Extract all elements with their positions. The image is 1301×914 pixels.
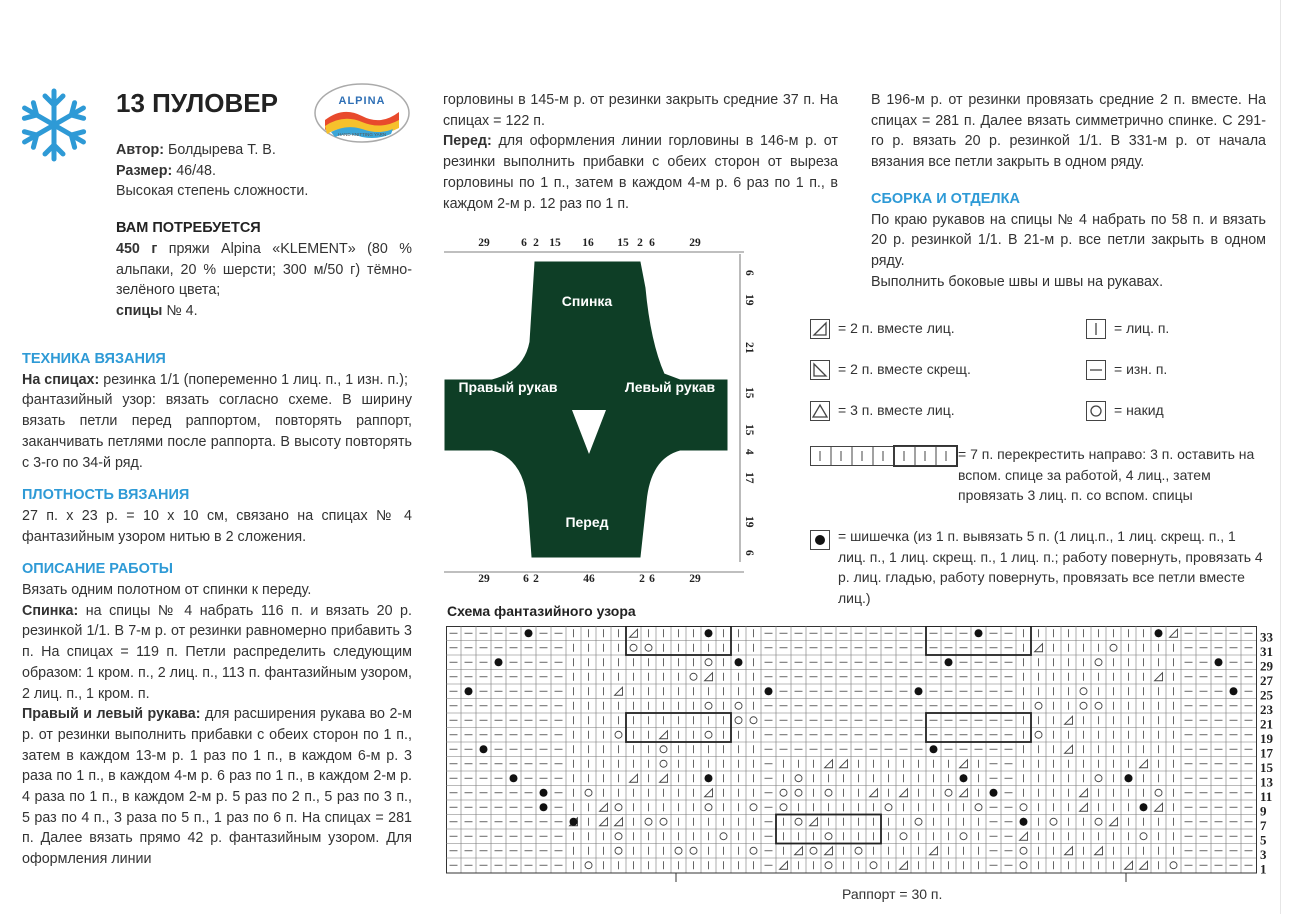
col2-cont: горловины в 145-м р. от резинки закрыть средние 37 п. На спицах = 122 п. (443, 92, 838, 129)
legend-purl: = изн. п. (1114, 361, 1168, 377)
chart-row-number: 33 (1260, 629, 1273, 645)
brand-logo (313, 82, 411, 144)
bobble-mark (945, 658, 953, 666)
assembly-heading: СБОРКА И ОТДЕЛКА (871, 190, 1020, 207)
chart-row-number: 5 (1260, 832, 1267, 848)
top-dim: 15 (617, 237, 629, 249)
bobble-symbol-icon (810, 530, 830, 550)
k2tog-tbl-symbol-icon (810, 360, 830, 380)
side-dim: 17 (743, 472, 755, 484)
top-dim: 29 (689, 237, 701, 249)
materials-heading: ВАМ ПОТРЕБУЕТСЯ (116, 220, 261, 237)
chart-row-number: 21 (1260, 716, 1273, 732)
purl-symbol-icon (1086, 360, 1106, 380)
size-label: Размер: (116, 162, 173, 179)
chart-title: Схема фантазийного узора (447, 603, 636, 619)
top-dim: 29 (478, 237, 490, 249)
side-dim: 6 (743, 270, 755, 276)
column-2 (443, 90, 838, 214)
bobble-mark (1230, 687, 1238, 695)
right-sleeve-label: Правый рукав (458, 379, 558, 395)
back-label: Спинка (561, 293, 613, 309)
bottom-dim: 6 (523, 573, 529, 585)
top-dim: 16 (582, 237, 594, 249)
chart-row-number: 17 (1260, 745, 1273, 761)
bobble-mark (570, 818, 578, 826)
side-dim: 6 (743, 550, 755, 556)
description-heading: ОПИСАНИЕ РАБОТЫ (22, 561, 173, 578)
chart-border (447, 627, 1257, 874)
bobble-mark (465, 687, 473, 695)
chart-row-number: 7 (1260, 818, 1267, 833)
bobble-mark (705, 774, 713, 782)
bobble-mark (975, 629, 983, 637)
technique-pattern: фантазийный узор: вязать согласно схеме. В ширину вязать петли перед раппортом, повторять раппорт, заканчивать петлями после раппорта. В высоту повторять с 3-го по 34-й ряд. (22, 392, 412, 471)
info-block (116, 140, 412, 322)
assembly-text-2: Выполнить боковые швы и швы на рукавах. (871, 273, 1164, 290)
top-dim: 6 (521, 237, 527, 249)
needles: № 4. (166, 302, 198, 319)
chart-row-number: 15 (1260, 760, 1273, 775)
bobble-mark (1215, 658, 1223, 666)
side-dim: 4 (743, 449, 755, 455)
bobble-mark (510, 774, 518, 782)
top-dim: 6 (649, 237, 655, 249)
back-text: на спицы № 4 набрать 116 п. и вязать 20 р. резинкой 1/1. В 7-м р. от резинки равномерно прибавить 3 п. На спицах = 119 п. Петли распределить следующим образом: 1 кром. п., 2 лиц. п., 113 п. фантазийным узором, 2 лиц. п., 1 кром. п. (22, 602, 412, 702)
yarn-amount: 450 г (116, 240, 158, 257)
yarn-text: пряжи Alpina «KLEMENT» (80 % альпаки, 20 % шерсти; 300 м/50 г) тёмно-зелёного цвета; (116, 240, 412, 299)
legend-k2tog-tbl: = 2 п. вместе скрещ. (838, 361, 971, 377)
bobble-mark (915, 687, 923, 695)
knitting-chart (446, 626, 1276, 882)
difficulty: Высокая степень сложности. (116, 183, 309, 200)
bobble-mark (990, 789, 998, 797)
side-dim: 19 (743, 516, 755, 528)
legend-cable: = 7 п. перекрестить направо: 3 п. оставить на вспом. спице за работой, 4 лиц., затем провязать 3 лиц. п. со вспом. спицы (958, 446, 1255, 503)
gauge-text: 27 п. х 23 р. = 10 х 10 см, связано на спицах № 4 фантазийным узором нитью в 2 сложения. (22, 507, 412, 545)
chart-row-number: 27 (1260, 673, 1273, 688)
legend-yarn-over: = накид (1114, 402, 1164, 418)
chart-row-number: 31 (1260, 644, 1273, 659)
left-sleeve-label: Левый рукав (624, 379, 716, 395)
brand-name: ALPINA (338, 95, 386, 107)
side-dim: 15 (743, 387, 755, 399)
author: Болдырева Т. В. (167, 142, 276, 158)
bobble-mark (540, 803, 548, 811)
gauge-heading: ПЛОТНОСТЬ ВЯЗАНИЯ (22, 487, 190, 504)
yarn-over-symbol-icon (1086, 401, 1106, 421)
side-dim: 21 (743, 342, 755, 354)
chart-row-number: 19 (1260, 731, 1273, 746)
description-intro: Вязать одним полотном от спинки к переду. (22, 582, 312, 599)
needles-label: спицы (116, 302, 163, 319)
chart-row-number: 23 (1260, 702, 1273, 717)
bobble-mark (930, 745, 938, 753)
chart-row-number: 29 (1260, 658, 1273, 674)
front-label: Перед: (443, 133, 492, 150)
bobble-mark (765, 687, 773, 695)
author-label: Автор: (116, 142, 164, 158)
bottom-dim: 2 (533, 573, 539, 585)
bobble-mark (525, 629, 533, 637)
bobble-mark (1140, 803, 1148, 811)
front-text: для оформления линии горловины в 146-м р. от резинки выполнить прибавки с обеих сторон от выреза горловины по 1 п., затем в каждом 4-м р. 6 раз по 1 п., в каждом 2-м р. 12 раз по 1 п. (443, 133, 838, 212)
bobble-mark (540, 789, 548, 797)
chart-row-number: 3 (1260, 847, 1267, 862)
bottom-dim: 29 (689, 573, 701, 585)
bottom-dim: 6 (649, 573, 655, 585)
bobble-mark (705, 629, 713, 637)
bobble-mark (480, 745, 488, 753)
technique-heading: ТЕХНИКА ВЯЗАНИЯ (22, 351, 166, 367)
bobble-mark (735, 658, 743, 666)
page-title: 13 ПУЛОВЕР (116, 88, 278, 118)
snowflake-icon (18, 85, 90, 165)
legend-bobble: = шишечка (из 1 п. вывязать 5 п. (1 лиц.п., 1 лиц. скрещ. п., 1 лиц. п., 1 лиц. скрещ. п., 1 лиц. п.; работу повернуть, провязать 4 р. лиц. гладью, работу повернуть, провязать все петли вместе лиц.) (838, 528, 1263, 606)
chart-row-number: 13 (1260, 774, 1273, 790)
k3tog-symbol-icon (810, 401, 830, 421)
chart-row-number: 1 (1260, 861, 1267, 877)
k2tog-symbol-icon (810, 319, 830, 339)
technique-label: На спицах: (22, 371, 100, 388)
column-3 (871, 90, 1266, 292)
brand-tagline: HAND KNITTING YARN (337, 132, 387, 137)
front-label: Перед (565, 514, 609, 530)
back-label: Спинка: (22, 602, 79, 619)
legend-k3tog: = 3 п. вместе лиц. (838, 402, 955, 418)
top-dim: 2 (533, 237, 539, 249)
sleeves-text: для расширения рукава во 2-м р. от резинки выполнить прибавки с обеих сторон по 1 п., затем в каждом 13-м р. 1 раз по 1 п., в каждом 6-м р. 3 раза по 1 п., в каждом 4-м р. 6 раз по 1 п., в каждом 2-м р. 4 раза по 1 п., в каждом 2-м р. 5 раз по 2 п., 5 раз по 3 п., 5 раз по 4 п., 3 раза по 5 п., 1 раз по 6 п. На спицах = 281 п. Далее вязать прямо 42 р. фантазийным узором. Для оформления линии (22, 706, 412, 868)
top-dim: 15 (549, 237, 561, 249)
sleeves-label: Правый и левый рукава: (22, 706, 201, 723)
side-dim: 19 (743, 294, 755, 306)
technique-rib: резинка 1/1 (попеременно 1 лиц. п., 1 изн. п.); (103, 371, 408, 388)
chart-row-number: 11 (1260, 789, 1273, 804)
chart-row-number: 9 (1260, 803, 1267, 819)
cable-symbol-icon (810, 445, 958, 467)
column-1 (22, 349, 412, 870)
bottom-dim: 29 (478, 573, 490, 585)
repeat-label: Раппорт = 30 п. (842, 886, 943, 902)
bottom-dim: 46 (583, 573, 595, 585)
assembly-text-1: По краю рукавов на спицы № 4 набрать по 58 п. и вязать 20 р. резинкой 1/1. В 21-м р. все петли закрыть в одном ряду. (871, 211, 1266, 269)
size: 46/48. (176, 162, 216, 179)
chart-row-number: 25 (1260, 687, 1273, 703)
col3-cont: В 196-м р. от резинки провязать средние 2 п. вместе. На спицах = 281 п. Далее вязать симметрично спинке. С 291-го р. вязать 20 р. резинкой 1/1. В 331-м р. от начала вязания все петли закрыть в одном ряду. (871, 92, 1266, 171)
legend-k2tog: = 2 п. вместе лиц. (838, 320, 955, 336)
bobble-mark (1020, 818, 1028, 826)
bobble-mark (1125, 774, 1133, 782)
side-dim: 15 (743, 424, 755, 436)
bottom-dim: 2 (639, 573, 645, 585)
bobble-mark (960, 774, 968, 782)
top-dim: 2 (637, 237, 643, 249)
page-edge-line (1280, 0, 1281, 914)
garment-schematic (440, 232, 770, 592)
bobble-mark (1155, 629, 1163, 637)
bobble-mark (495, 658, 503, 666)
legend-knit: = лиц. п. (1114, 320, 1170, 336)
knit-symbol-icon (1086, 319, 1106, 339)
